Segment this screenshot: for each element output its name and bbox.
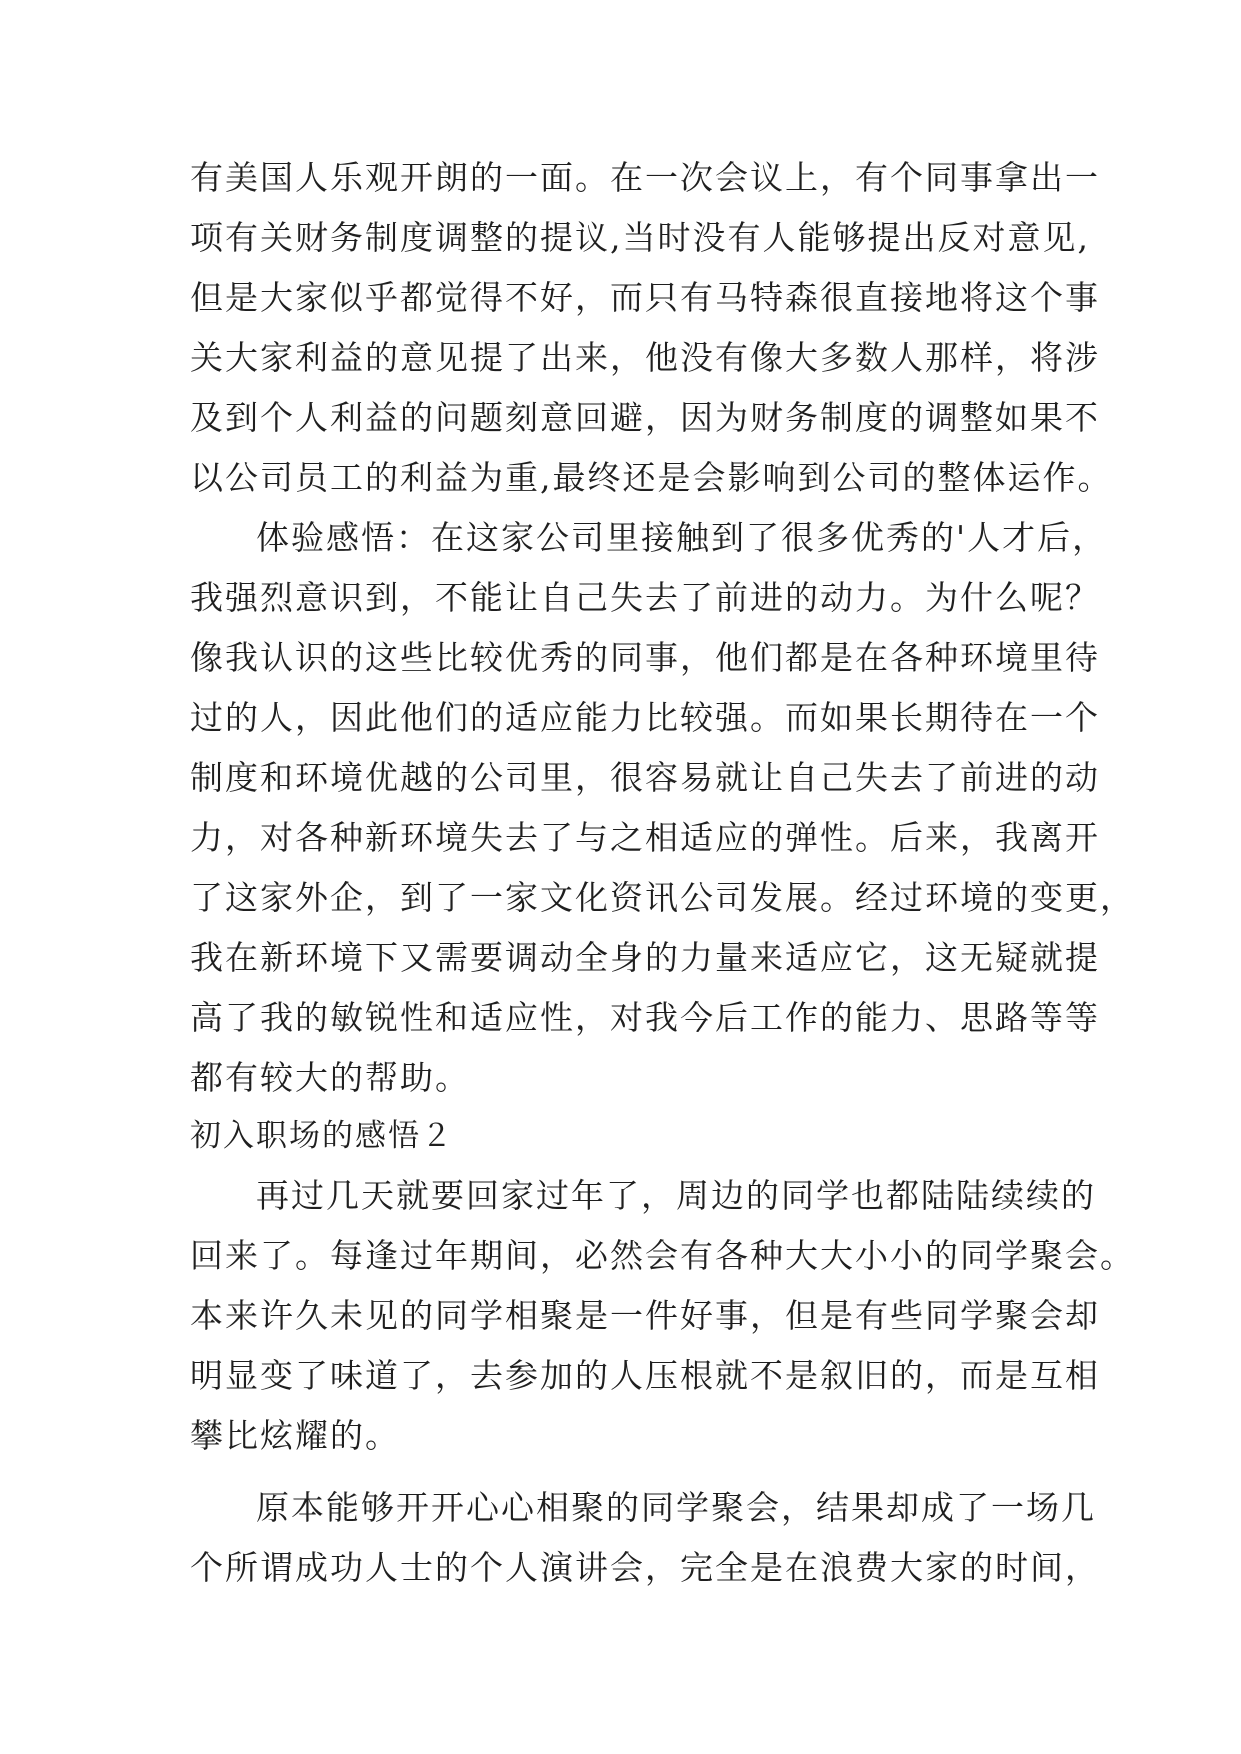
text-line: 个所谓成功人士的个人演讲会，完全是在浪费大家的时间， [190, 1548, 1100, 1587]
text-line: 明显变了味道了，去参加的人压根就不是叙旧的，而是互相 [190, 1356, 1100, 1395]
text-line: 项有关财务制度调整的提议,当时没有人能够提出反对意见, [190, 218, 1090, 257]
text-line: 都有较大的帮助。 [190, 1058, 470, 1097]
text-line: 本来许久未见的同学相聚是一件好事，但是有些同学聚会却 [190, 1296, 1100, 1335]
text-line: 有美国人乐观开朗的一面。在一次会议上，有个同事拿出一 [190, 158, 1100, 197]
text-line: 但是大家似乎都觉得不好，而只有马特森很直接地将这个事 [190, 278, 1100, 317]
section-heading: 初入职场的感悟２ [190, 1118, 454, 1154]
text-line: 攀比炫耀的。 [190, 1416, 400, 1455]
text-line: 我在新环境下又需要调动全身的力量来适应它，这无疑就提 [190, 938, 1100, 977]
text-line: 力，对各种新环境失去了与之相适应的弹性。后来，我离开 [190, 818, 1100, 857]
text-line: 高了我的敏锐性和适应性，对我今后工作的能力、思路等等 [190, 998, 1100, 1037]
text-line: 及到个人利益的问题刻意回避，因为财务制度的调整如果不 [190, 398, 1100, 437]
paragraph-start-line: 再过几天就要回家过年了，周边的同学也都陆陆续续的 [256, 1176, 1096, 1215]
text-line: 制度和环境优越的公司里，很容易就让自己失去了前进的动 [190, 758, 1100, 797]
text-line: 回来了。每逢过年期间，必然会有各种大大小小的同学聚会。 [190, 1236, 1135, 1275]
text-line: 我强烈意识到，不能让自己失去了前进的动力。为什么呢？ [190, 578, 1100, 617]
text-line: 像我认识的这些比较优秀的同事，他们都是在各种环境里待 [190, 638, 1100, 677]
text-line: 以公司员工的利益为重,最终还是会影响到公司的整体运作。 [190, 458, 1113, 497]
paragraph-start-line: 原本能够开开心心相聚的同学聚会，结果却成了一场几 [256, 1488, 1096, 1527]
text-line: 过的人，因此他们的适应能力比较强。而如果长期待在一个 [190, 698, 1100, 737]
text-line: 关大家利益的意见提了出来，他没有像大多数人那样，将涉 [190, 338, 1100, 377]
text-line: 了这家外企，到了一家文化资讯公司发展。经过环境的变更， [190, 878, 1135, 917]
paragraph-start-line: 体验感悟：在这家公司里接触到了很多优秀的'人才后， [256, 518, 1108, 557]
